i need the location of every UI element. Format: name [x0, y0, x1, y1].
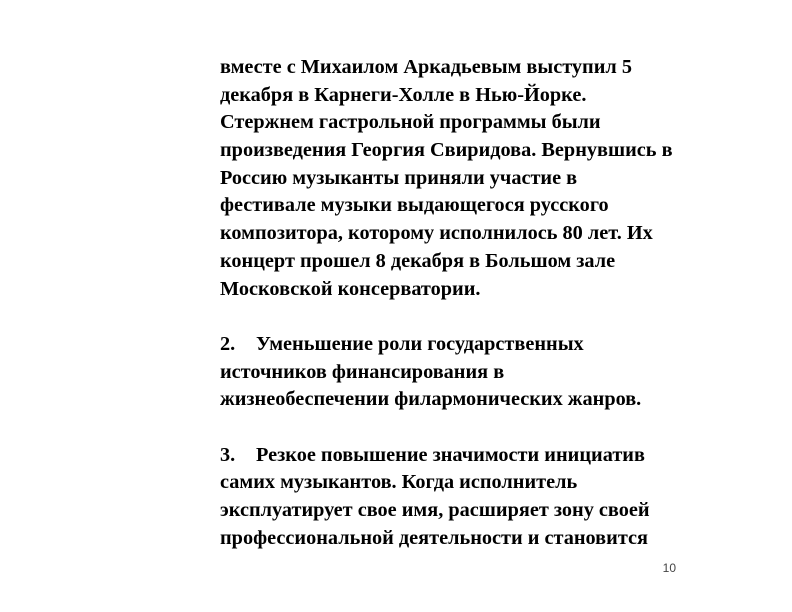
text-line: эксплуатирует свое имя, расширяет зону своей — [220, 499, 650, 521]
text-line: Россию музыканты приняли участие в — [220, 166, 578, 189]
paragraph-spacer — [220, 414, 690, 442]
page-number: 10 — [662, 561, 676, 575]
paragraph-spacer — [220, 303, 690, 331]
text-line: декабря в Карнеги-Холле в Нью-Йорке. — [220, 83, 587, 106]
text-line: произведения Георгия Свиридова. Вернувшись в — [220, 139, 673, 162]
text-line: композитора, которому исполнилось 80 лет. Их — [220, 222, 653, 245]
text-line: самих музыкантов. Когда исполнитель — [220, 471, 578, 494]
text-line: концерт прошел 8 декабря в Большом зале — [220, 249, 616, 272]
text-line — [220, 331, 690, 359]
list-item-text: Резкое повышение значимости инициатив — [256, 443, 645, 466]
text-line: вместе с Михаилом Аркадьевым выступил 5 — [220, 56, 633, 78]
intro-paragraph — [220, 54, 690, 303]
text-line: фестивале музыки выдающегося русского — [220, 194, 609, 217]
text-line — [220, 442, 690, 470]
text-line: жизнеобеспечении филармонических жанров. — [220, 388, 642, 411]
text-line: источников финансирования в — [220, 360, 505, 383]
body-text — [220, 54, 690, 552]
text-line: Московской консерватории. — [220, 277, 481, 300]
list-item-text: Уменьшение роли государственных — [256, 332, 584, 355]
text-line: профессиональной деятельности и становится — [220, 526, 649, 549]
list-number: 2. — [220, 332, 236, 355]
list-number: 3. — [220, 443, 236, 466]
text-line: Стержнем гастрольной программы были — [220, 111, 601, 134]
list-item-3 — [220, 442, 690, 553]
list-item-2 — [220, 331, 690, 414]
